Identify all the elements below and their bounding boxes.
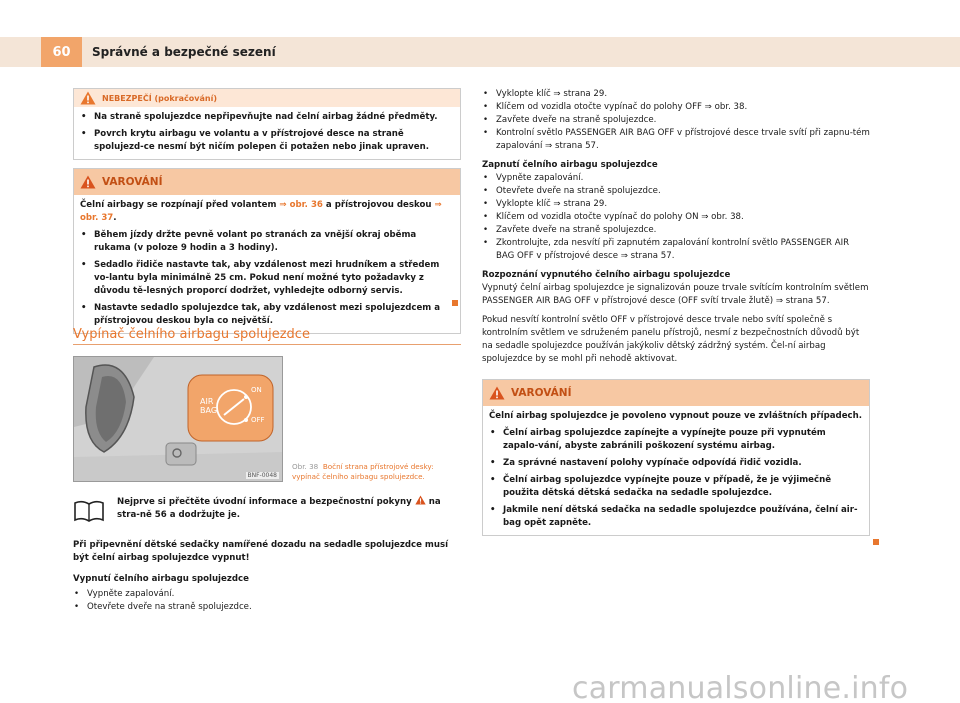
step-item: • Zavřete dveře na straně spolujezdce. bbox=[482, 224, 870, 237]
figure-link[interactable]: ⇒ obr. 37 bbox=[80, 200, 442, 223]
warning-box bbox=[73, 168, 461, 334]
step-item: • Vyklopte klíč ⇒ strana 29. bbox=[482, 198, 870, 211]
warning-item: • Během jízdy držte pevně volant po stranách za vnější okraj oběma rukama (v poloze 9 hodin a 3 hodiny). bbox=[80, 229, 454, 255]
step-item: • Vypněte zapalování. bbox=[482, 172, 870, 185]
page-title: Správné a bezpečné sezení bbox=[92, 45, 276, 59]
detection-subhead: Rozpoznání vypnutého čelního airbagu spolujezdce bbox=[482, 270, 731, 280]
danger-continuation-box bbox=[73, 88, 461, 160]
warning-item: • Sedadlo řidiče nastavte tak, aby vzdálenost mezi hrudníkem a středem vo-lantu byla minimálně 25 cm. Pokud není možné tyto požadavky z důvodu tě-lesných proporcí dodržet, vyhledejte odborný servis. bbox=[80, 259, 454, 298]
section-end-marker bbox=[873, 539, 879, 545]
section-title: Vypínač čelního airbagu spolujezdce bbox=[73, 327, 310, 342]
step-item: • Otevřete dveře na straně spolujezdce. bbox=[73, 601, 461, 614]
warning-box-header bbox=[483, 380, 869, 406]
section-end-marker bbox=[452, 300, 458, 306]
figure-label-on: ON bbox=[251, 386, 262, 394]
step-item: • Vypněte zapalování. bbox=[73, 588, 461, 601]
enable-subhead: Zapnutí čelního airbagu spolujezdce bbox=[482, 160, 658, 170]
warning-box-title: VAROVÁNÍ bbox=[102, 175, 163, 188]
danger-box-title: NEBEZPEČÍ (pokračování) bbox=[102, 93, 217, 103]
warning-item: • Za správné nastavení polohy vypínače odpovídá řidič vozidla. bbox=[489, 457, 863, 470]
rear-seat-notice: Při připevnění dětské sedačky namířené dozadu na sedadle spolujezdce musí být čelní airbag spolujezdce vypnut! bbox=[73, 540, 449, 563]
warning-intro-end: . bbox=[113, 213, 117, 223]
right-column bbox=[482, 88, 870, 536]
detection-para-2: Pokud nesvítí kontrolní světlo OFF v přístrojové desce trvale nebo svítí společně s kontrolním světlem ve sdruženém panelu přístrojů, nesmí z bezpečnostních důvodů být na sedadle spolujezdce používán jakýkoliv dětský zádržný systém. Čel-ní airbag spolujezdce by se mohl při nehodě aktivovat. bbox=[482, 315, 860, 364]
caption-label: Obr. 38 bbox=[292, 462, 319, 471]
warning-box-body bbox=[74, 195, 460, 333]
figure-label-off: OFF bbox=[251, 416, 265, 424]
section-rule bbox=[73, 344, 461, 345]
warning-triangle-icon bbox=[489, 386, 505, 400]
detection-para: Vypnutý čelní airbag spolujezdce je signalizován pouze trvale svítícím kontrolním světlem PASSENGER AIR BAG OFF v přístrojové desce (OFF svítí trvale žlutě) ⇒ strana 57. bbox=[482, 283, 869, 306]
danger-box-body bbox=[74, 107, 460, 159]
warning-intro bbox=[80, 199, 454, 225]
step-item: • Kontrolní světlo PASSENGER AIR BAG OFF v přístrojové desce trvale svítí při zapnu-tém zapalování ⇒ strana 57. bbox=[482, 127, 870, 153]
warning-triangle-icon bbox=[80, 91, 96, 105]
figure-caption bbox=[292, 462, 462, 481]
info-note bbox=[73, 495, 461, 523]
warning-intro-text: Čelní airbagy se rozpínají před volantem bbox=[80, 200, 277, 210]
danger-item: • Na straně spolujezdce nepřipevňujte nad čelní airbag žádné předměty. bbox=[80, 111, 454, 124]
left-bottom-text bbox=[73, 539, 461, 614]
warning-box-header bbox=[74, 169, 460, 195]
info-text bbox=[117, 495, 461, 523]
caption-text: Boční strana přístrojové desky: vypínač čelního airbagu spolujezdce. bbox=[292, 462, 434, 481]
warning-box-right bbox=[482, 379, 870, 536]
info-text-b: na stra-ně 56 a dodržujte je. bbox=[117, 497, 441, 520]
step-item: • Klíčem od vozidla otočte vypínač do polohy ON ⇒ obr. 38. bbox=[482, 211, 870, 224]
step-item: • Zavřete dveře na straně spolujezdce. bbox=[482, 114, 870, 127]
step-item: • Otevřete dveře na straně spolujezdce. bbox=[482, 185, 870, 198]
figure-label-air: AIR bbox=[200, 397, 214, 406]
step-item: • Zkontrolujte, zda nesvítí při zapnutém zapalování kontrolní světlo PASSENGER AIR BAG OFF v přístrojové desce ⇒ strana 57. bbox=[482, 237, 870, 263]
warning-triangle-icon bbox=[415, 495, 426, 505]
warning-item: • Jakmile není dětská sedačka na sedadle spolujezdce používána, čelní air-bag opět zapněte. bbox=[489, 504, 863, 530]
warning-box-body bbox=[483, 406, 869, 535]
figure-code: BNF-0048 bbox=[247, 472, 277, 479]
page-number: 60 bbox=[41, 37, 82, 67]
left-column bbox=[73, 88, 461, 334]
danger-box-header bbox=[74, 89, 460, 107]
watermark: carmanualsonline.info bbox=[572, 671, 909, 703]
warning-intro-text: a přístrojovou deskou bbox=[325, 200, 432, 210]
figure-link[interactable]: ⇒ obr. 36 bbox=[279, 200, 323, 210]
page-header bbox=[0, 0, 960, 86]
step-item: • Klíčem od vozidla otočte vypínač do polohy OFF ⇒ obr. 38. bbox=[482, 101, 870, 114]
warning-item: • Čelní airbag spolujezdce zapínejte a vypínejte pouze při vypnutém zapalo-vání, abyste zabránili poškození systému airbag. bbox=[489, 427, 863, 453]
warning-box-title: VAROVÁNÍ bbox=[511, 386, 572, 399]
warning-item: • Čelní airbag spolujezdce vypínejte pouze v případě, že je výjimečně použita dětská dětská sedačka na sedadle spolujezdce. bbox=[489, 474, 863, 500]
figure-label-bag: BAG bbox=[200, 406, 218, 415]
figure-airbag-switch bbox=[73, 356, 283, 482]
disable-subhead: Vypnutí čelního airbagu spolujezdce bbox=[73, 574, 249, 584]
danger-item: • Povrch krytu airbagu ve volantu a v přístrojové desce na straně spolujezd-ce nesmí být ničím polepen či potažen nebo jinak upraven. bbox=[80, 128, 454, 154]
warning-item: • Nastavte sedadlo spolujezdce tak, aby vzdálenost mezi spolujezdcem a přístrojovou deskou byla co největší. bbox=[80, 302, 454, 328]
step-item: • Vyklopte klíč ⇒ strana 29. bbox=[482, 88, 870, 101]
warning-intro: Čelní airbag spolujezdce je povoleno vypnout pouze ve zvláštních případech. bbox=[489, 411, 863, 421]
warning-triangle-icon bbox=[80, 175, 96, 189]
info-text-a: Nejprve si přečtěte úvodní informace a bezpečnostní pokyny bbox=[117, 497, 412, 507]
book-icon bbox=[73, 499, 105, 523]
